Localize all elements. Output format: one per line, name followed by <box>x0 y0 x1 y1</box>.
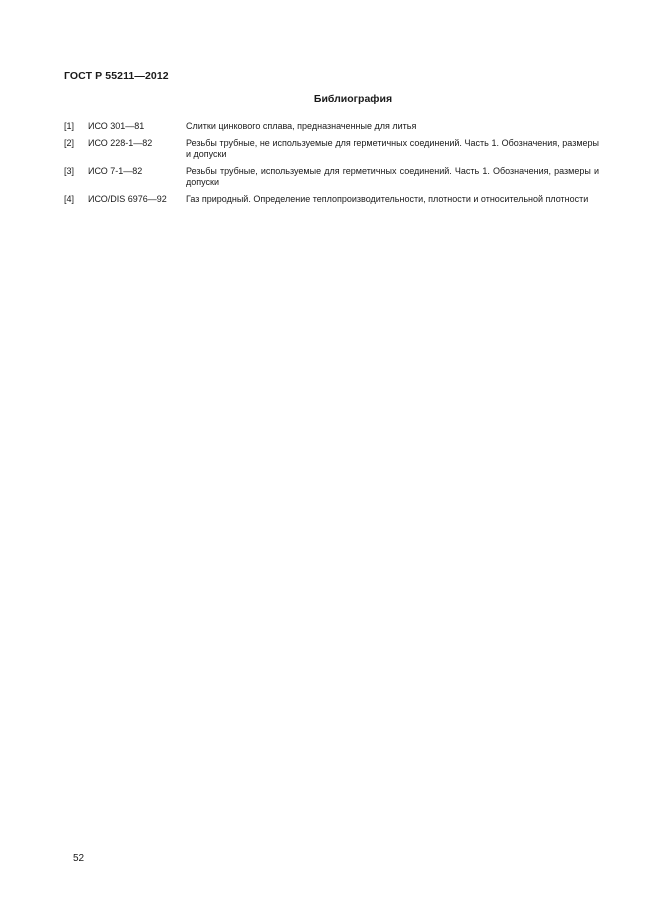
bibliography-entry <box>64 194 599 206</box>
bibliography-list <box>64 121 599 210</box>
entry-code: ИСО 301—81 <box>88 121 145 131</box>
document-header: ГОСТ Р 55211—2012 <box>64 70 169 82</box>
entry-number: [4] <box>64 193 75 204</box>
entry-number: [1] <box>64 121 75 131</box>
entry-number: [3] <box>64 165 75 176</box>
entry-code: ИСО 7-1—82 <box>88 165 143 176</box>
entry-title: Слитки цинкового сплава, предназначенные для литья <box>186 121 417 131</box>
page-number: 52 <box>73 853 85 864</box>
section-title: Библиография <box>313 93 393 105</box>
entry-code: ИСО 228-1—82 <box>88 137 153 148</box>
bibliography-entry <box>64 166 599 189</box>
entry-title: Резьбы трубные, не используемые для герметичных соединений. Часть 1. Обозначения, размеры и допуски <box>186 137 599 159</box>
entry-code: ИСО/DIS 6976—92 <box>88 193 167 204</box>
entry-title: Газ природный. Определение теплопроизводительности, плотности и относительной плотности <box>186 193 589 204</box>
bibliography-entry <box>64 138 599 161</box>
bibliography-entry <box>64 121 599 133</box>
entry-number: [2] <box>64 137 75 148</box>
entry-title: Резьбы трубные, используемые для герметичных соединений. Часть 1. Обозначения, размеры и допуски <box>186 165 599 187</box>
